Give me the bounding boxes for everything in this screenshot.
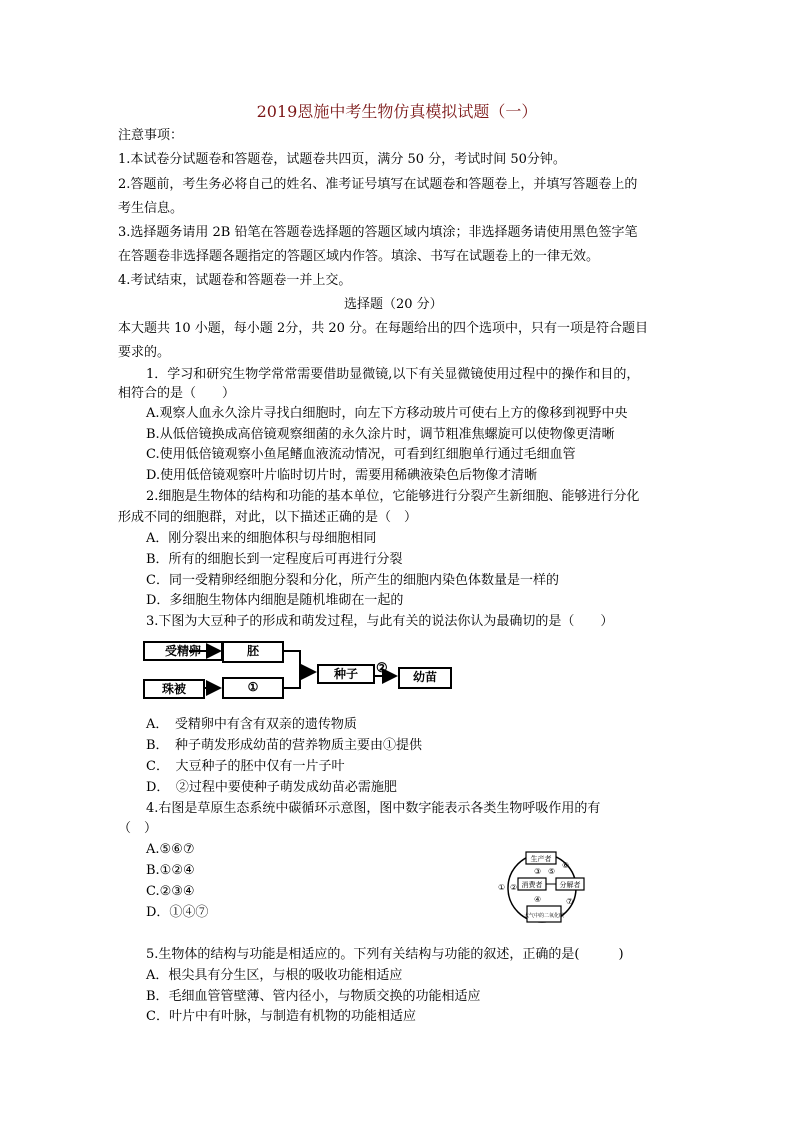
carbon-cycle-diagram	[490, 846, 590, 931]
box-fertilized-egg: 受精卵	[143, 641, 223, 661]
cycle-num-2: ②	[510, 883, 518, 892]
notice-item-3-cont: 在答题卷非选择题各题指定的答题区域内作答。填涂、书写在试题卷上的一律无效。	[118, 249, 600, 264]
box-seed-coat-1: ①	[222, 677, 284, 699]
q3-stem: 3.下图为大豆种子的形成和萌发过程，与此有关的说法你认为最确切的是（ ）	[146, 614, 614, 629]
q5-option-c: C．叶片中有叶脉，与制造有机物的功能相适应	[146, 1009, 416, 1024]
box-integument: 珠被	[143, 679, 205, 699]
notice-item-4: 4.考试结束，试题卷和答题卷一并上交。	[118, 273, 352, 288]
section-desc-cont: 要求的。	[118, 345, 171, 360]
air-co2-label: 大气中的二氧化碳	[523, 913, 565, 919]
cycle-num-6: ⑥	[562, 861, 570, 870]
q5-option-b: B．毛细血管管壁薄、管内径小，与物质交换的功能相适应	[146, 989, 481, 1004]
q1-option-d: D.使用低倍镜观察叶片临时切片时，需要用稀碘液染色后物像才清晰	[146, 468, 538, 483]
q2-option-d: D．多细胞生物体内细胞是随机堆砌在一起的	[146, 593, 404, 608]
q5-stem: 5.生物体的结构与功能是相适应的。下列有关结构与功能的叙述，正确的是( )	[146, 947, 624, 962]
cycle-num-4: ④	[534, 895, 542, 904]
section-title: 选择题（20 分）	[344, 297, 443, 312]
cycle-num-7: ⑦	[566, 897, 574, 906]
q4-option-d: D．①④⑦	[146, 905, 209, 920]
q2-option-a: A．刚分裂出来的细胞体积与母细胞相同	[146, 531, 377, 546]
q4-stem: 4.右图是草原生态系统中碳循环示意图，图中数字能表示各类生物呼吸作用的有	[146, 801, 601, 816]
q4-option-c: C.②③④	[146, 884, 195, 899]
q1-stem-cont: 相符合的是（ ）	[118, 386, 236, 401]
cycle-num-1: ①	[498, 883, 506, 892]
notice-item-3: 3.选择题务请用 2B 铅笔在答题卷选择题的答题区域内填涂；非选择题务请使用黑色签字笔	[118, 225, 638, 240]
q3-option-c: C． 大豆种子的胚中仅有一片子叶	[146, 759, 345, 774]
q1-option-c: C.使用低倍镜观察小鱼尾鳍血液流动情况，可看到红细胞单行通过毛细血管	[146, 447, 576, 462]
q1-option-b: B.从低倍镜换成高倍镜观察细菌的永久涂片时，调节粗准焦螺旋可以使物像更清晰	[146, 427, 615, 442]
page-title: 2019恩施中考生物仿真模拟试题（一）	[256, 102, 538, 121]
cycle-num-3: ③	[534, 867, 542, 876]
notice-item-2-cont: 考生信息。	[118, 201, 184, 216]
notice-item-1: 1.本试卷分试题卷和答题卷，试题卷共四页，满分 50 分，考试时间 50分钟。	[118, 152, 566, 167]
q1-stem: 1．学习和研究生物学常常需要借助显微镜,以下有关显微镜使用过程中的操作和目的，	[146, 367, 640, 382]
producer-label: 生产者	[530, 855, 552, 863]
notice-heading: 注意事项：	[118, 128, 184, 143]
decomposer-label: 分解者	[559, 881, 581, 889]
q2-stem: 2.细胞是生物体的结构和功能的基本单位，它能够进行分裂产生新细胞、能够进行分化	[146, 489, 640, 504]
q2-option-b: B．所有的细胞长到一定程度后可再进行分裂	[146, 552, 403, 567]
q1-option-a: A.观察人血永久涂片寻找白细胞时，向左下方移动玻片可使右上方的像移到视野中央	[146, 406, 628, 421]
q4-option-a: A.⑤⑥⑦	[146, 842, 195, 857]
section-desc: 本大题共 10 小题，每小题 2分，共 20 分。在每题给出的四个选项中，只有一项是符合题目	[118, 321, 649, 336]
q4-stem-cont: （ ）	[118, 821, 158, 836]
box-seed: 种子	[317, 664, 375, 684]
box-embryo: 胚	[222, 641, 284, 663]
q3-option-a: A． 受精卵中有含有双亲的遗传物质	[146, 717, 357, 732]
q3-option-b: B． 种子萌发形成幼苗的营养物质主要由①提供	[146, 738, 423, 753]
process-label-2: ②	[376, 661, 388, 676]
notice-item-2: 2.答题前，考生务必将自己的姓名、准考证号填写在试题卷和答题卷上，并填写答题卷上的	[118, 177, 638, 192]
cycle-num-5: ⑤	[548, 867, 556, 876]
q2-stem-cont: 形成不同的细胞群，对此，以下描述正确的是（ ）	[118, 510, 418, 525]
q3-option-d: D． ②过程中要使种子萌发成幼苗必需施肥	[146, 780, 397, 795]
q5-option-a: A．根尖具有分生区，与根的吸收功能相适应	[146, 968, 403, 983]
consumer-label: 消费者	[521, 881, 543, 889]
q4-option-b: B.①②④	[146, 863, 195, 878]
q2-option-c: C．同一受精卵经细胞分裂和分化，所产生的细胞内染色体数量是一样的	[146, 573, 559, 588]
box-seedling: 幼苗	[398, 667, 452, 689]
